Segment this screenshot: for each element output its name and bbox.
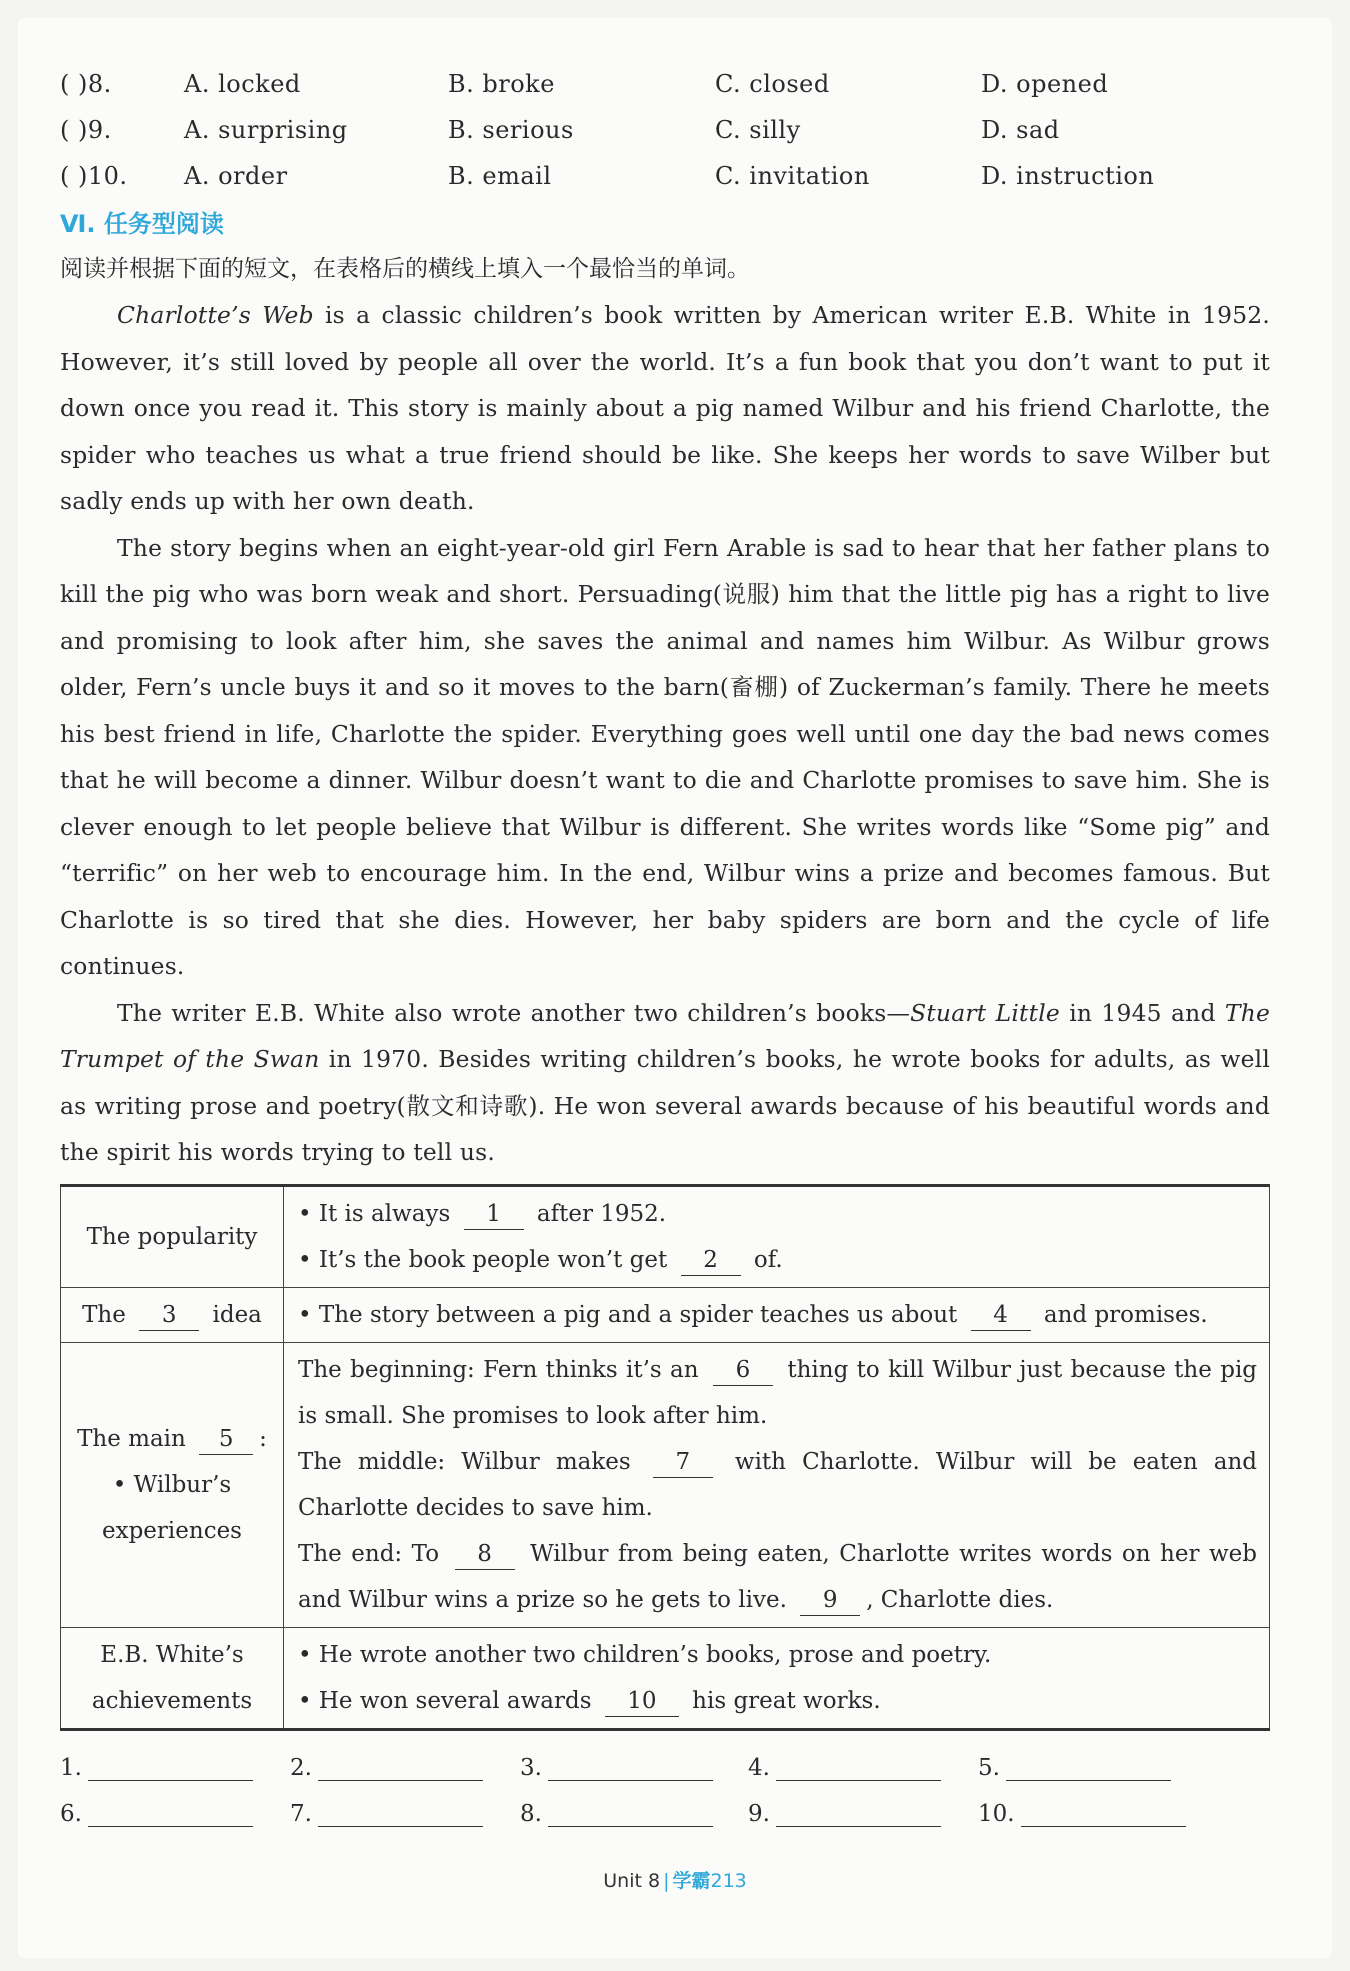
question-8 [60, 62, 1270, 108]
paragraph-text: in 1970. Besides writing children’s books, he wrote books for adults, as well as writing prose and poetry(散文和诗歌). He won several awards because of his beautiful words and the spirit his words trying to tell us. [60, 1045, 1270, 1166]
cell-text: The [82, 1301, 126, 1328]
question-number: ( )10. [60, 162, 128, 190]
paragraph-text: in 1945 and [1059, 998, 1225, 1027]
option-b: B. broke [448, 70, 555, 98]
cell-text: with Charlotte. Wilbur will be eaten and Charlotte decides to save him. [298, 1448, 1258, 1521]
cell-text: The main [77, 1425, 186, 1452]
book-title: Charlotte’s Web [117, 301, 314, 329]
row-content [284, 1185, 1270, 1287]
book-title: Stuart Little [910, 998, 1060, 1027]
answer-number: 5. [978, 1754, 1000, 1781]
row-label [61, 1342, 284, 1627]
page-footer [0, 1866, 1350, 1893]
blank-3: 3 [139, 1300, 199, 1331]
answer-number: 3. [520, 1754, 542, 1781]
answer-number: 10. [978, 1800, 1015, 1827]
option-a: A. locked [184, 70, 301, 98]
answer-field-10[interactable] [978, 1801, 1186, 1827]
cell-text: E.B. White’s [100, 1641, 244, 1668]
row-content [284, 1287, 1270, 1342]
answer-field-2[interactable] [290, 1755, 483, 1781]
cell-text: experiences [102, 1517, 242, 1544]
unit-label: Unit 8 [603, 1870, 661, 1892]
table-row-achievements [61, 1627, 1270, 1729]
answer-number: 1. [60, 1754, 82, 1781]
blank-9: 9 [800, 1585, 860, 1616]
cell-text: • It’s the book people won’t get [298, 1246, 668, 1273]
option-d: D. sad [981, 116, 1060, 144]
cell-text: Wilbur from being eaten, Charlotte writes words on her web and Wilbur wins a prize so he gets to live. [298, 1540, 1257, 1613]
cell-text: and promises. [1043, 1301, 1208, 1328]
option-a: A. surprising [184, 116, 348, 144]
footer-divider: | [663, 1870, 670, 1892]
row-label [61, 1287, 284, 1342]
answer-number: 4. [748, 1754, 770, 1781]
question-10 [60, 154, 1270, 200]
blank-8: 8 [455, 1539, 515, 1570]
option-d: D. opened [981, 70, 1109, 98]
option-a: A. order [184, 162, 288, 190]
option-c: C. invitation [715, 162, 870, 190]
cell-text: • The story between a pig and a spider teaches us about [298, 1301, 958, 1328]
passage-paragraph-2: The story begins when an eight-year-old girl Fern Arable is sad to hear that her father plans to kill the pig who was born weak and short. Persuading(说服) him that the little pig has a right to live and promising to look after him, she saves the animal and names him Wilbur. As Wilbur grows older, Fern’s uncle buys it and so it moves to the barn(畜棚) of Zuckerman’s family. There he meets his best friend in life, Charlotte the spider. Everything goes well until one day the bad news comes that he will become a dinner. Wilbur doesn’t want to die and Charlotte promises to save him. She is clever enough to let people believe that Wilbur is different. She writes words like “Some pig” and “terrific” on her web to encourage him. In the end, Wilbur wins a prize and becomes famous. But Charlotte is so tired that she dies. However, her baby spiders are born and the cycle of life continues. [60, 533, 1270, 980]
passage-paragraph-3 [60, 990, 1270, 1176]
answer-field-5[interactable] [978, 1755, 1171, 1781]
option-b: B. email [448, 162, 552, 190]
cell-text: achievements [91, 1687, 253, 1714]
cell-text: : [259, 1425, 267, 1452]
cell-text: • Wilbur’s [112, 1471, 232, 1498]
blank-2: 2 [681, 1245, 741, 1276]
answer-number: 8. [520, 1800, 542, 1827]
answer-field-9[interactable] [748, 1801, 941, 1827]
blank-7: 7 [653, 1447, 713, 1478]
question-number: ( )9. [60, 116, 112, 144]
answer-field-3[interactable] [520, 1755, 713, 1781]
section-title: Ⅵ. 任务型阅读 [60, 210, 224, 238]
answer-lines [60, 1743, 1270, 1843]
page-number: 213 [710, 1870, 747, 1892]
row-label: The popularity [61, 1185, 284, 1287]
option-c: C. closed [715, 70, 830, 98]
answer-field-8[interactable] [520, 1801, 713, 1827]
cell-text: The end: To [298, 1540, 440, 1567]
answer-number: 9. [748, 1800, 770, 1827]
blank-5: 5 [199, 1424, 253, 1455]
table-row-main [61, 1342, 1270, 1627]
cell-text: , Charlotte dies. [866, 1586, 1054, 1613]
cell-text: • He won several awards [298, 1687, 592, 1714]
blank-1: 1 [464, 1199, 524, 1230]
table-row-popularity [61, 1185, 1270, 1287]
answer-number: 7. [290, 1800, 312, 1827]
brand-label: 学霸 [672, 1870, 711, 1892]
cell-text: of. [753, 1246, 783, 1273]
cell-text: idea [212, 1301, 262, 1328]
row-content [284, 1342, 1270, 1627]
book-title: The Trumpet of the Swan [60, 998, 1270, 1073]
section-instruction: 阅读并根据下面的短文，在表格后的横线上填入一个最恰当的单词。 [60, 256, 750, 282]
blank-4: 4 [971, 1300, 1031, 1331]
table-row-idea [61, 1287, 1270, 1342]
worksheet-content [60, 62, 1270, 1843]
answer-field-1[interactable] [60, 1755, 253, 1781]
option-c: C. silly [715, 116, 801, 144]
question-number: ( )8. [60, 70, 112, 98]
passage-paragraph-1 [60, 292, 1270, 525]
cell-text: • It is always [298, 1200, 451, 1227]
answer-field-6[interactable] [60, 1801, 253, 1827]
cell-text: his great works. [692, 1687, 881, 1714]
row-label [61, 1627, 284, 1729]
answer-field-4[interactable] [748, 1755, 941, 1781]
cell-text: thing to kill Wilbur just because the pig is small. She promises to look after him. [298, 1356, 1258, 1429]
cell-text: • He wrote another two children’s books, prose and poetry. [298, 1641, 992, 1668]
answer-field-7[interactable] [290, 1801, 483, 1827]
paragraph-text: is a classic children’s book written by American writer E.B. White in 1952. However, it’s still loved by people all over the world. It’s a fun book that you don’t want to put it down once you read it. This story is mainly about a pig named Wilbur and his friend Charlotte, the spider who teaches us what a true friend should be like. She keeps her words to save Wilber but sadly ends up with her own death. [60, 301, 1271, 515]
option-b: B. serious [448, 116, 574, 144]
blank-10: 10 [605, 1686, 679, 1717]
paragraph-text: The writer E.B. White also wrote another two children’s books— [117, 998, 911, 1027]
cell-text: after 1952. [536, 1200, 667, 1227]
answer-number: 2. [290, 1754, 312, 1781]
option-d: D. instruction [981, 162, 1155, 190]
cell-text: The beginning: Fern thinks it’s an [298, 1356, 699, 1383]
question-9 [60, 108, 1270, 154]
task-table [60, 1184, 1270, 1731]
blank-6: 6 [713, 1355, 773, 1386]
answer-number: 6. [60, 1800, 82, 1827]
row-content [284, 1627, 1270, 1729]
cell-text: The middle: Wilbur makes [298, 1448, 631, 1475]
